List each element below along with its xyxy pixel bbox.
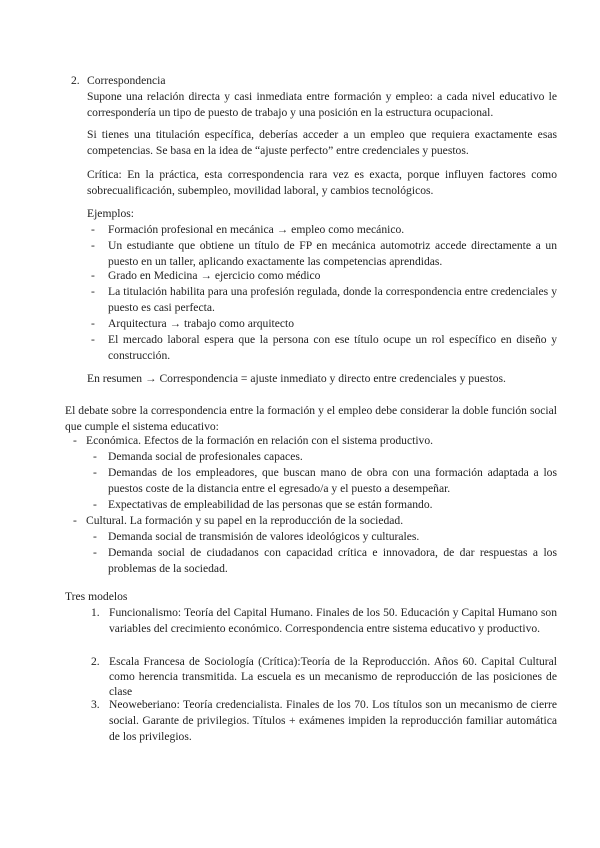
list-item: [91, 284, 557, 316]
list-item: [93, 465, 557, 497]
dash-bullet: -: [91, 317, 95, 330]
dash-bullet: -: [91, 223, 95, 236]
list-item-text: La titulación habilita para una profesión regulada, donde la correspondencia entre credenciales y puesto es casi perfecta.: [108, 285, 557, 314]
list-item: [91, 222, 557, 238]
cultural-label: Cultural. La formación y su papel en la reproducción de la sociedad.: [86, 514, 404, 527]
section-number: 2.: [71, 74, 80, 87]
list-item-text: Demanda social de profesionales capaces.: [108, 450, 303, 463]
list-item-text: Formación profesional en mecánica → empleo como mecánico.: [108, 223, 405, 236]
model-text: Neoweberiano: Teoría credencialista. Finales de los 70. Los títulos son un mecanismo de cierre social. Garante de privilegios. Títulos + exámenes impiden la reproducción familiar automática de los privilegios.: [109, 698, 557, 743]
paragraph-definition: Supone una relación directa y casi inmediata entre formación y empleo: a cada nivel educativo le correspondería un tipo de puesto de trabajo y una posición en la estructura ocupacional.: [87, 90, 557, 119]
model-number: 3.: [91, 698, 100, 711]
list-item-text: Arquitectura → trabajo como arquitecto: [108, 317, 295, 330]
list-item-text: Grado en Medicina → ejercicio como médico: [108, 269, 321, 282]
section-heading: Correspondencia: [87, 74, 166, 87]
dash-bullet: -: [93, 466, 97, 479]
list-item-text: El mercado laboral espera que la persona con ese título ocupe un rol específico en diseño y construcción.: [108, 333, 557, 362]
list-item: [91, 332, 557, 364]
models-title: Tres modelos: [65, 590, 128, 603]
examples-label: Ejemplos:: [87, 207, 135, 220]
dash-bullet: -: [93, 546, 97, 559]
dash-bullet: -: [73, 514, 77, 527]
debate-intro: El debate sobre la correspondencia entre la formación y el empleo debe considerar la doble función social que cumple el sistema educativo:: [65, 404, 557, 433]
dash-bullet: -: [93, 450, 97, 463]
list-item-text: Demanda social de ciudadanos con capacidad crítica e innovadora, de dar respuestas a los problemas de la sociedad.: [108, 546, 557, 575]
model-item: [91, 654, 557, 699]
model-item: [91, 697, 557, 745]
list-item: [91, 316, 557, 332]
dash-bullet: -: [91, 239, 95, 252]
list-item-text: Demanda social de transmisión de valores ideológicos y culturales.: [108, 530, 420, 543]
economica-label: Económica. Efectos de la formación en relación con el sistema productivo.: [86, 434, 434, 447]
summary-line: En resumen → Correspondencia = ajuste inmediato y directo entre credenciales y puestos.: [87, 372, 506, 385]
list-item-text: Demandas de los empleadores, que buscan mano de obra con una formación adaptada a los puestos coste de la distancia entre el egresado/a y el puesto a desempeñar.: [108, 466, 557, 495]
list-item: [93, 497, 557, 513]
paragraph-specific-degree: Si tienes una titulación específica, deberías acceder a un empleo que requiera exactamente esas competencias. Se basa en la idea de “ajuste perfecto” entre credenciales y puestos.: [87, 128, 557, 157]
list-item: [93, 449, 557, 465]
paragraph-critique: Crítica: En la práctica, esta correspondencia rara vez es exacta, porque influyen factores como sobrecualificación, subempleo, movilidad laboral, y cambios tecnológicos.: [87, 168, 557, 197]
list-item: [91, 238, 557, 270]
list-item-economica: [73, 433, 557, 449]
dash-bullet: -: [93, 530, 97, 543]
list-item: [93, 529, 557, 545]
list-item-text: Un estudiante que obtiene un título de FP en mecánica automotriz accede directamente a un puesto en un taller, aplicando exactamente las competencias aprendidas.: [108, 239, 557, 268]
dash-bullet: -: [93, 498, 97, 511]
model-number: 2.: [91, 655, 100, 668]
dash-bullet: -: [73, 434, 77, 447]
list-item: [93, 545, 557, 577]
dash-bullet: -: [91, 269, 95, 282]
list-item: [91, 268, 557, 284]
model-text: Escala Francesa de Sociología (Crítica):Teoría de la Reproducción. Años 60. Capital Cultural como herencia transmitida. La escuela es un mecanismo de reproducción de las posiciones de clase: [109, 655, 557, 698]
model-text: Funcionalismo: Teoría del Capital Humano. Finales de los 50. Educación y Capital Humano son variables del crecimiento económico. Correspondencia entre sistema educativo y productivo.: [109, 606, 557, 635]
dash-bullet: -: [91, 333, 95, 346]
model-number: 1.: [91, 606, 100, 619]
dash-bullet: -: [91, 285, 95, 298]
model-item: [91, 605, 557, 637]
list-item-text: Expectativas de empleabilidad de las personas que se están formando.: [108, 498, 433, 511]
list-item-cultural: [73, 513, 557, 529]
